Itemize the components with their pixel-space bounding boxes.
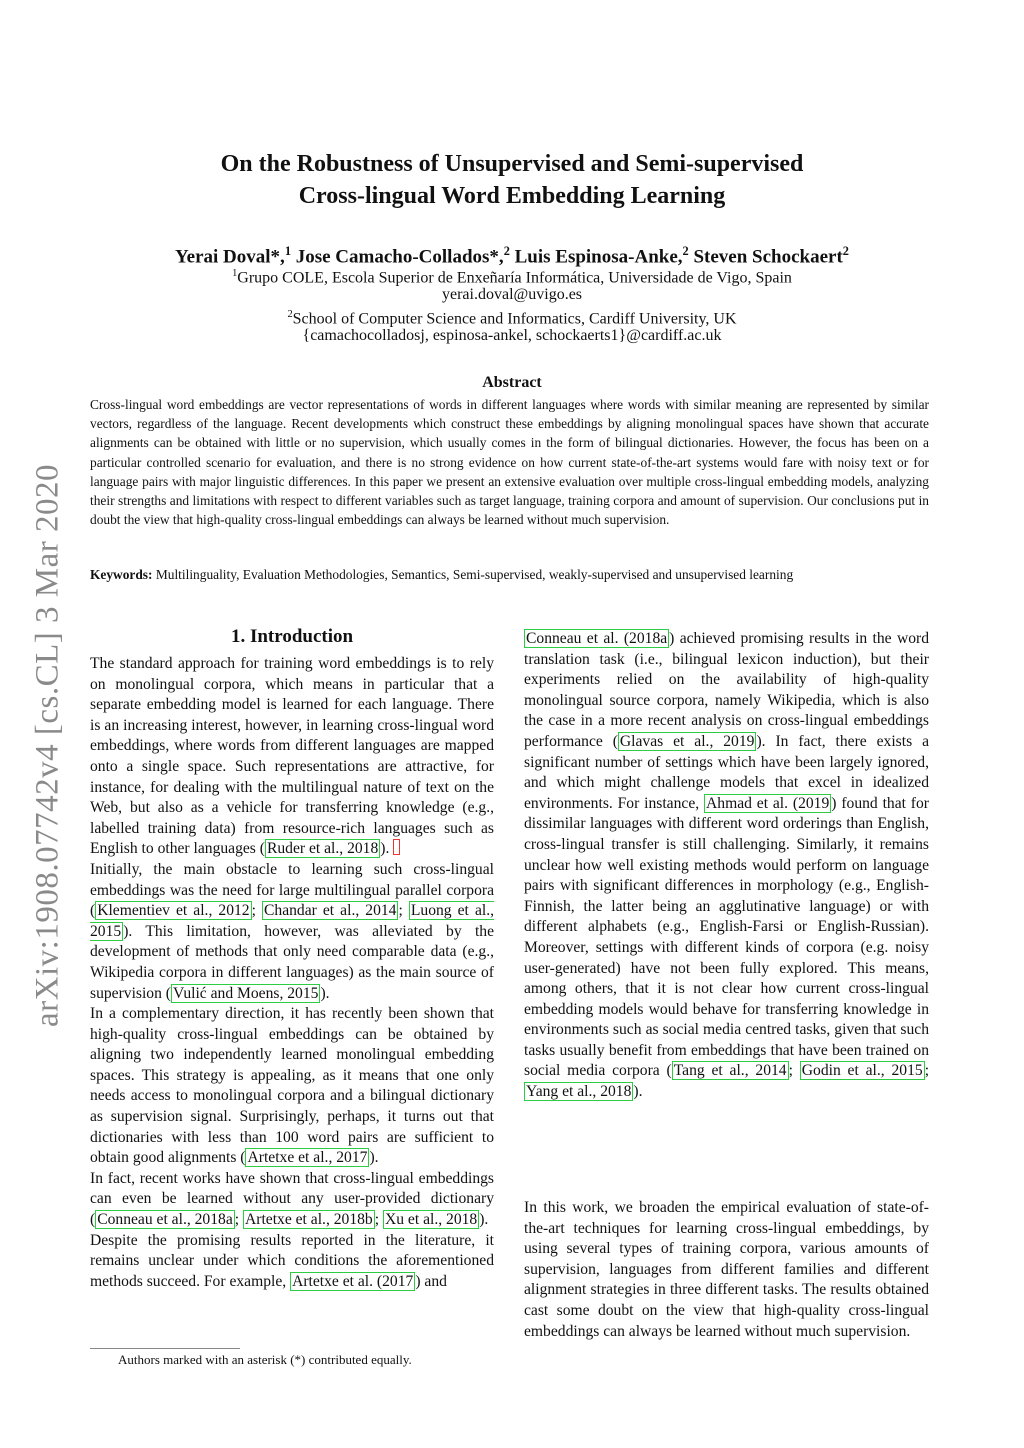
abstract-text: Cross-lingual word embeddings are vector representations of words in different languages where words with similar meaning are represented by similar vectors, regardless of the language. Recent developments which construct these embeddings by aligning monolingual spaces have shown that accurate alignments can be obtained with little or no supervision, which usually comes in the form of bilingual dictionaries. However, the focus has been on a particular controlled scenario for evaluation, and there is no strong evidence on how current state-of-the-art systems would fare with noisy text or for language pairs with major linguistic differences. In this paper we present an extensive evaluation over multiple cross-lingual embedding models, analyzing their strengths and limitations with respect to different variables such as target language, training corpora and amount of supervision. Our conclusions put in doubt the view that high-quality cross-lingual embeddings can always be learned without much supervision. [90, 397, 929, 528]
paragraph-2 [90, 860, 494, 1004]
paragraph-3 [90, 1004, 494, 1169]
sep: ; [788, 1062, 800, 1080]
author-4-sup: 2 [842, 244, 849, 258]
para-2-end: ). [320, 984, 330, 1002]
keywords-text: Multilinguality, Evaluation Methodologies, Semantics, Semi-supervised, weakly-supervised and unsupervised learning [155, 567, 794, 582]
abstract-heading: Abstract [482, 374, 542, 391]
left-column [90, 654, 494, 1292]
citation-xu[interactable]: Xu et al., 2018 [384, 1211, 478, 1229]
paragraph-this-work: In this work, we broaden the empirical evaluation of state-of-the-art techniques for learning cross-lingual embeddings, by using several types of training corpora, various amounts of supervision, languages from different families and different alignment strategies in three different tasks. The results obtained cast some doubt on the view that high-quality cross-lingual embeddings can always be learned without much supervision. [524, 1199, 929, 1340]
para-5-text: Despite the promising results reported in the literature, it remains unclear under which conditions the aforementioned methods succeed. For example, [90, 1231, 494, 1290]
footnote: Authors marked with an asterisk (*) contributed equally. [118, 1352, 412, 1367]
citation-artetxe-2017b[interactable]: Artetxe et al. (2017 [292, 1272, 414, 1290]
para-2-text-b: ). This limitation, however, was alleviated by the development of methods that only need comparable data (e.g., Wikipedia corpora in different languages) as the main source of supervision ( [90, 922, 494, 1002]
sep: ; [234, 1211, 243, 1229]
paragraph-5 [90, 1231, 494, 1293]
email-2: {camachocolladosj, espinosa-ankel, schockaerts1}@cardiff.ac.uk [302, 327, 722, 344]
section-heading-introduction: 1. Introduction [230, 626, 354, 647]
affiliation-1-sup: 1 [232, 268, 238, 279]
para-5-end: ) and [415, 1272, 447, 1290]
sep: ; [251, 902, 262, 920]
keywords-label: Keywords: [90, 567, 153, 582]
para-4-end: ). [479, 1211, 489, 1229]
citation-conneau[interactable]: Conneau et al., 2018a [97, 1211, 233, 1229]
citation-tang[interactable]: Tang et al., 2014 [673, 1062, 787, 1080]
author-2: Jose Camacho-Collados*, [295, 246, 504, 268]
affiliation-2-text: School of Computer Science and Informatics, Cardiff University, UK [292, 310, 737, 328]
author-2-sup: 2 [503, 244, 510, 258]
citation-artetxe-2017[interactable]: Artetxe et al., 2017 [247, 1149, 368, 1167]
para-4-text: In fact, recent works have shown that cross-lingual embeddings can even be learned without any user-provided dictionary ( [90, 1169, 494, 1229]
paper-title [0, 148, 1024, 212]
citation-glavas[interactable]: Glavas et al., 2019 [619, 732, 755, 750]
citation-klementiev[interactable]: Klementiev et al., 2012 [97, 902, 250, 920]
para-2-text: Initially, the main obstacle to learning such cross-lingual embeddings was the need for large multilingual parallel corpora ( [90, 860, 494, 920]
title-line-2: Cross-lingual Word Embedding Learning [298, 183, 726, 209]
paragraph-1 [90, 654, 494, 860]
citation-luong[interactable]: Luong et al., 2015 [90, 902, 494, 940]
citation-ruder[interactable]: Ruder et al., 2018 [266, 840, 379, 858]
affiliation-2-sup: 2 [287, 309, 293, 320]
footnote-rule [90, 1348, 240, 1349]
right-text-2: ). In fact, there exists a significant number of settings which have been largely ignored, and which might challenge models that excel in idealized environments. For instance, [524, 732, 929, 812]
para-3-text: In a complementary direction, it has recently been shown that high-quality cross-lingual embeddings can be obtained by aligning two independently learned monolingual embedding spaces. This strategy is appealing, as it means that one only needs access to monolingual corpora and a bilingual dictionary as supervision signal. Surprisingly, perhaps, it turns out that dictionaries with less than 100 word pairs are sufficient to obtain good alignments ( [90, 1005, 494, 1167]
red-marker [393, 839, 400, 855]
paragraph-4 [90, 1169, 494, 1231]
author-3: Luis Espinosa-Anke, [514, 246, 683, 268]
citation-ahmad[interactable]: Ahmad et al. (2019 [706, 794, 830, 812]
citation-chandar[interactable]: Chandar et al., 2014 [264, 902, 397, 920]
email-1: yerai.doval@uvigo.es [441, 286, 583, 303]
keywords [90, 565, 929, 584]
right-text-end: ). [633, 1083, 643, 1101]
para-3-end: ). [369, 1149, 379, 1167]
title-line-1: On the Robustness of Unsupervised and Semi-supervised [220, 151, 804, 177]
citation-vulic[interactable]: Vulić and Moens, 2015 [173, 984, 319, 1002]
right-text-3: ) found that for dissimilar languages with different word orderings than English, cross-lingual transfer is still challenging. Similarly, it remains unclear how well existing methods would perform on language pairs with significant differences in morphology (e.g., English-Finnish, the latter being an agglutinative language) or with different alphabets (e.g., English-Farsi or English-Russian). Moreover, settings with different kinds of corpora (e.g. noisy user-generated) have not been fully explored. This means, among others, that it is not clear how current cross-lingual embedding models would behave for transferring knowledge in environments such as social media centred tasks, given that such tasks usually benefit from embeddings that have been trained on social media corpora ( [524, 794, 929, 1080]
citation-yang[interactable]: Yang et al., 2018 [526, 1083, 632, 1101]
author-3-sup: 2 [682, 244, 689, 258]
sep: ; [398, 902, 409, 920]
citation-conneau-2018a[interactable]: Conneau et al. (2018a [526, 630, 668, 647]
right-text-1: ) achieved promising results in the word translation task (i.e., bilingual lexicon induction), but their experiments relied on the availability of high-quality monolingual source corpora, namely Wikipedia, which is also the case in a more recent analysis on cross-lingual embeddings performance ( [524, 630, 929, 750]
para-1-end: ). [380, 840, 390, 858]
citation-artetxe-2018b[interactable]: Artetxe et al., 2018b [244, 1211, 373, 1229]
right-column-paragraph-2 [524, 1198, 929, 1342]
affiliation-1-text: Grupo COLE, Escola Superior de Enxeñaría Informática, Universidade de Vigo, Spain [237, 269, 792, 287]
author-1: Yerai Doval*, [175, 246, 285, 268]
author-1-sup: 1 [284, 244, 291, 258]
citation-godin[interactable]: Godin et al., 2015 [801, 1062, 923, 1080]
sep: ; [374, 1211, 383, 1229]
author-4: Steven Schockaert [693, 246, 843, 268]
right-column [524, 629, 929, 1103]
para-1-text: The standard approach for training word embeddings is to rely on monolingual corpora, which means in particular that a separate embedding model is learned for each language. There is an increasing interest, however, in learning cross-lingual word embeddings, where words from different languages are mapped onto a single space. Such representations are attractive, for instance, for dealing with the multilingual nature of text on the Web, but also as a vehicle for transferring knowledge (e.g., labelled training data) from resource-rich languages such as English to other languages ( [90, 655, 494, 858]
arxiv-stamp: arXiv:1908.07742v4 [cs.CL] 3 Mar 2020 [29, 464, 66, 1027]
paragraph-right-1 [524, 629, 929, 1103]
sep: ; [924, 1062, 930, 1080]
